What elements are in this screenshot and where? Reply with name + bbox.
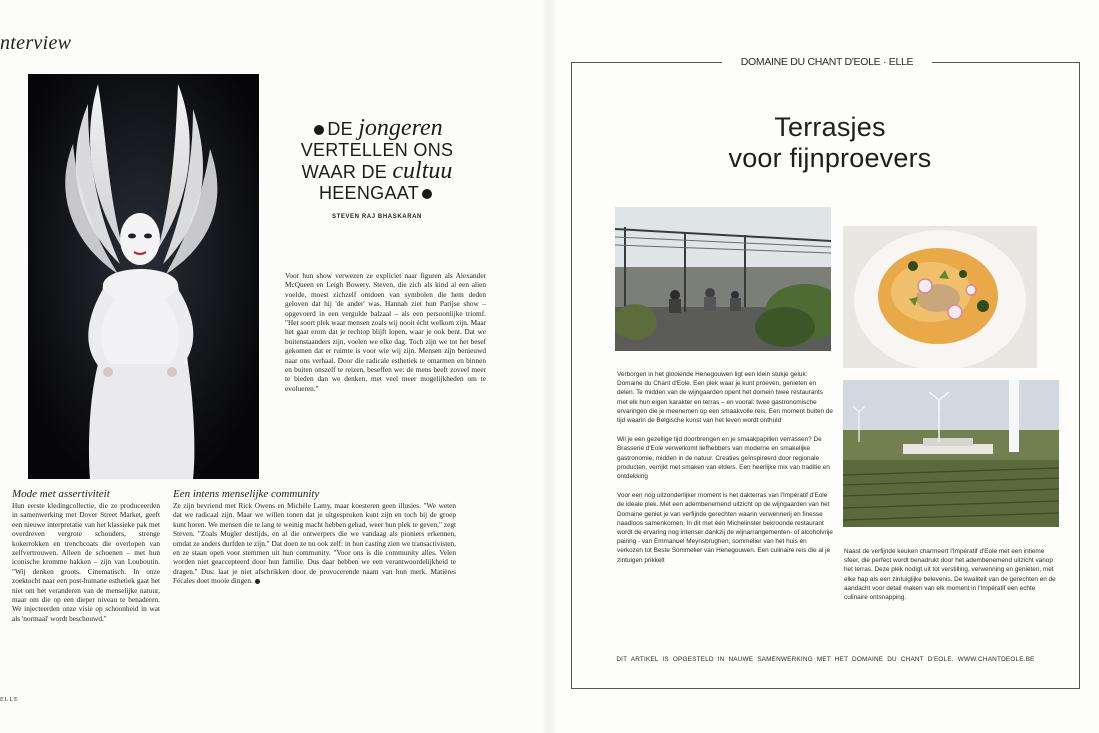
body-column-2 (844, 547, 1060, 612)
headline-line2: voor fijnproevers (728, 143, 932, 173)
dish-photo (843, 226, 1037, 368)
intro-text: Voor hun show verwezen ze expliciet naar figuren als Alexander McQueen en Leigh Bowery. Steven, die zich als kind al een alien voelde, moest zichzelf ontdoen van symbolen die hem deden geloven dat hij 'de ander' was. Hannah ziet hun Parijse show – opgevoerd in een vergulde balzaal – als een persoonlijke triomf. "Het soort plek waar mensen zoals wij nooit écht welkom zijn. Maar het gaat erom dat je rechtop blijft lopen, waar je ook bent. Dat we buitenstaanders zijn, voelen we elke dag. Toch zijn we tot het besef gekomen dat er ruimte is voor wie wij zijn. Mensen zijn benieuwd naar ons verhaal. Door die radicale esthetiek te omarmen en binnen en buiten onszelf te reizen, beseffen we: de mens heeft zoveel meer te bieden dan we denken, met veel meer mogelijkheden om te evolueren." (285, 271, 486, 393)
quote-part3: VERTELLEN ONS (300, 140, 454, 160)
paragraph-3: Voor een nóg uitzonderlijker moment is het dakterras van l'Impératif d'Eole de ideale plek. Met een adembenemend uitzicht op de wijngaarden van het Domaine geniet je van verfijnde gerechten waarin verwennerij en finesse naadloos samenkomen. In dit met één Michelinster bekroonde restaurant wordt de ervaring nog intenser dankzij de wijnarrangementen- of alcoholvrije pairing - van Emmanuel Meynsbrughen, sommelier van het huis én verkozen tot Beste Sommelier van Henegouwen. Een culinaire reis die al je zintuigen prikkelt (617, 492, 833, 564)
frame-label: DOMAINE DU CHANT D'EOLE · ELLE (722, 56, 932, 68)
column-b-text: Ze zijn bevriend met Rick Owens en Michèle Lamy, maar koesteren geen illusies. "We weten dat we radicaal zijn. Maar we willen tonen dat je uitgesproken kunt zijn en toch bij de groep kunt horen. We mensen die te lang te weinig macht hebben gehad, weer hun plek te geven," zegt Steven. "Zoals Mugler destijds, en al die ontwerpers die we vandaag als pioniers erkennen, omdat ze anders durfden te zijn." Dat doen ze nu ook zelf: in hun casting zien we transactivisten, en ze staan open voor stemmen uit hun community. "Voor ons is die community alles. Velen worden niet geaccepteerd door hun familie. Dus daar hebben we een verantwoordelijkheid te dragen." Dus: laat je niet afschrikken door de provocerende naam van hun merk. Matières Fécales doet mooie dingen. (173, 501, 456, 586)
quote-part1: DE (327, 119, 353, 139)
credit-line: DIT ARTIKEL IS OPGESTELD IN NAUWE SAMENWERKING MET HET DOMAINE DU CHANT D'EOLE. WWW.CHANTDEOLE.BE (616, 656, 1035, 663)
quote-part5: cultuu (392, 158, 453, 184)
close-quote-icon (422, 189, 432, 199)
column-a-text: Hun eerste kledingcollectie, die ze produceerden in samenwerking met Dover Street Market, geeft een nieuwe interpretatie van het klassieke pak met overdreven vergrote schouders, strenge kokerrokken en trenchcoats die overlopen van zelfvertrouwen. Alleen de schoenen – met hun iconische kromme hakken – zijn van Louboutin. "Wij denken groots. Cinematisch. In onze zoektocht naar een post-humane esthetiek gaat het niet om het veranderen van de menselijke natuur, maar om die op een dieper niveau te benaderen. We injecteerden onze visie op schoonheid in wat als 'normaal' wordt beschouwd." (12, 501, 160, 623)
left-page (0, 0, 549, 733)
end-mark-icon (255, 579, 260, 584)
intro-column (285, 271, 486, 393)
folio: ELLE (0, 697, 19, 703)
vineyard-photo (843, 380, 1059, 527)
headline (680, 112, 980, 174)
terrace-photo (615, 207, 831, 351)
portrait-photo (28, 74, 259, 479)
page-gutter (540, 0, 558, 733)
quote-part2: jongeren (358, 115, 443, 141)
section-title: nterview (0, 32, 72, 54)
paragraph-4: Naast de verfijnde keuken charmeert l'Impératif d'Eole met een intieme sfeer, die perfect wordt benadrukt door het adembenemend uitzicht vanop het terras. Deze plek nodigt uit tot verstilling, verwenning en genieten, met elke hap als een zintuiglijke belevenis. De kwaliteit van de gerechten en de aandacht voor detail maken van elk moment in l'Impératif een echte culinaire ontsnapping. (844, 548, 1056, 602)
body-column-1 (617, 370, 833, 575)
quote-part6: HEENGAAT (318, 183, 420, 203)
column-a (12, 488, 160, 623)
open-quote-icon (314, 125, 324, 135)
column-b (173, 488, 456, 586)
column-a-heading: Mode met assertiviteit (12, 488, 110, 500)
pull-quote (272, 115, 482, 220)
headline-line1: Terrasjes (774, 112, 886, 142)
column-b-heading: Een intens menselijke community (173, 488, 320, 500)
paragraph-2: Wil je een gezellige tijd doorbrengen en je smaakpapillen verrassen? De Brasserie d'Eole verwelkomt liefhebbers van moderne en smakelijke gastronomie, midden in de natuur. Creaties geïnspireerd door regionale producten, verrijkt met smaken van elders. Een heerlijke mix van traditie en ontdekking (617, 436, 830, 481)
paragraph-1: Verborgen in het glooiende Henegouwen ligt een klein stukje geluk: Domaine du Chant d'Eole. Een plek waar je kunt proeven, genieten en delen. Te midden van de wijngaarden opent het domein twee restaurants met elk hun eigen karakter en terras – en vooral: twee gastronomische ervaringen die je meenemen op een smaakvolle reis. Een moment buiten de tijd waarin de Belgische kunst van het leven wordt onthuld (617, 371, 833, 425)
quote-author: STEVEN RAJ BHASKARAN (331, 214, 422, 220)
quote-part4: WAAR DE (301, 162, 388, 182)
